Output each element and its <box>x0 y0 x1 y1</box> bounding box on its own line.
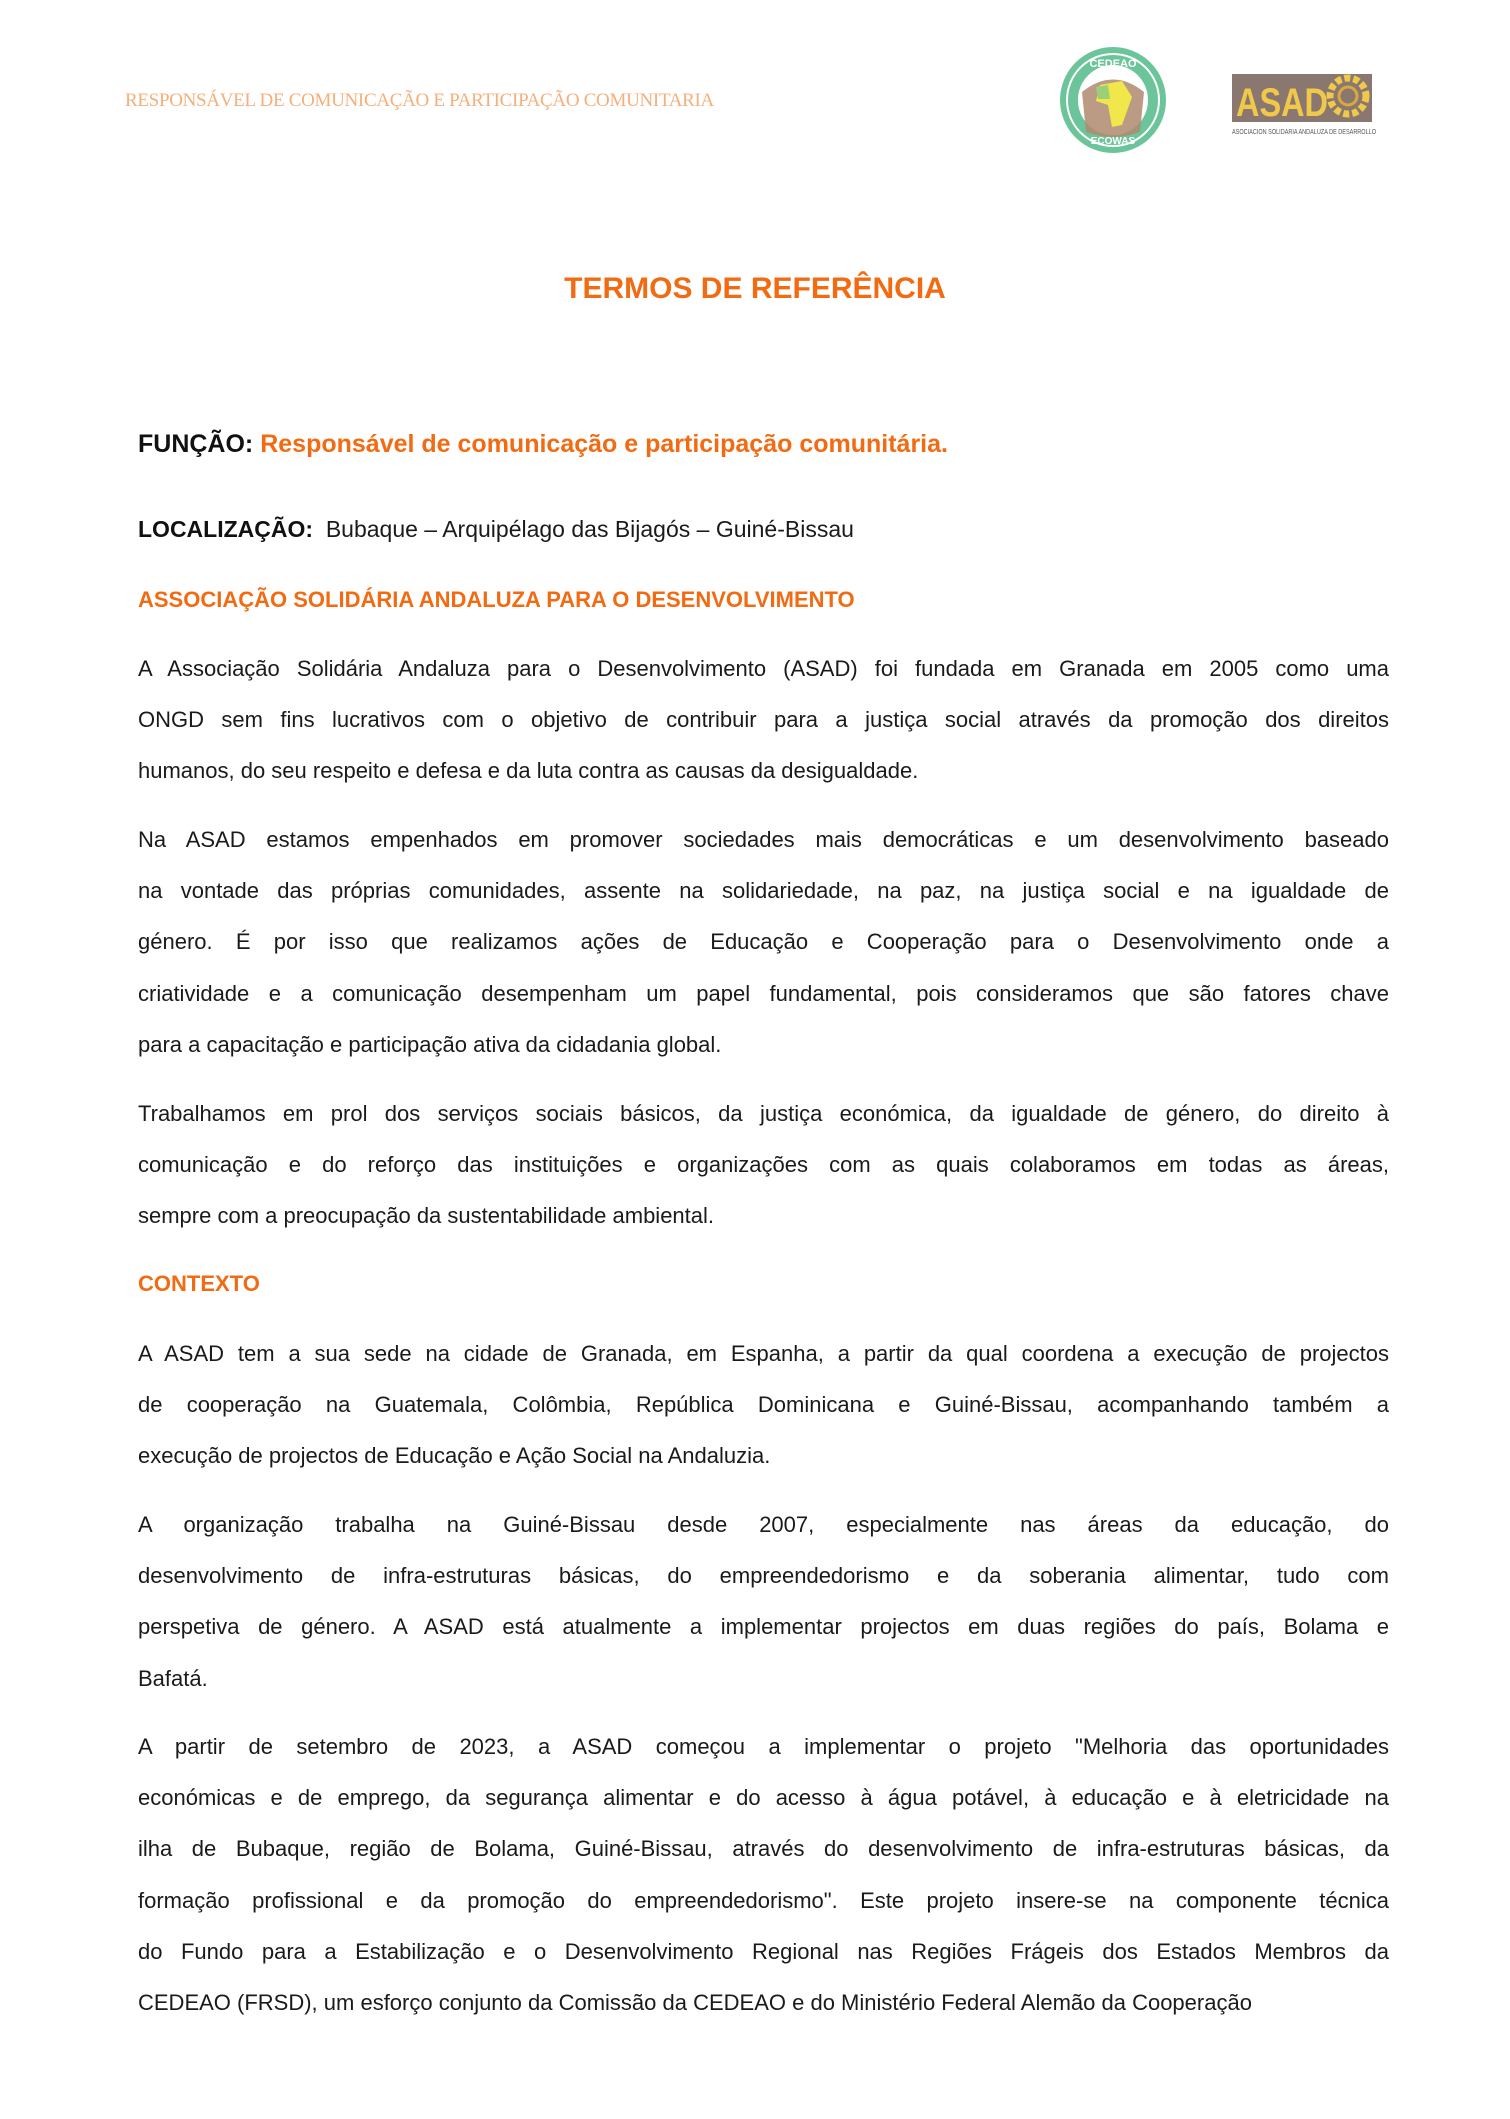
paragraph-line: género. É por isso que realizamos ações de Educação e Cooperação para o Desenvolvimento onde a <box>138 929 1389 955</box>
section-heading: CONTEXTO <box>138 1271 260 1296</box>
paragraph <box>138 643 1389 797</box>
paragraph-line: A ASAD tem a sua sede na cidade de Granada, em Espanha, a partir da qual coordena a execução de projectos <box>138 1341 1389 1366</box>
paragraph-line: execução de projectos de Educação e Ação Social na Andaluzia. <box>138 1443 771 1469</box>
paragraph-line: ONGD sem fins lucrativos com o objetivo de contribuir para a justiça social através da promoção dos direitos <box>138 707 1389 733</box>
funcao-label: FUNÇÃO: <box>138 430 254 458</box>
asad-wordmark: ASAD <box>1236 81 1328 125</box>
paragraph <box>138 1721 1389 2028</box>
running-header: RESPONSÁVEL DE COMUNICAÇÃO E PARTICIPAÇÃO COMUNITARIA <box>125 90 714 111</box>
paragraph-line: na vontade das próprias comunidades, assente na solidariedade, na paz, na justiça social e na igualdade de <box>138 878 1389 904</box>
paragraph-line: comunicação e do reforço das instituições e organizações com as quais colaboramos em todas as áreas, <box>138 1152 1389 1178</box>
paragraph-line: Na ASAD estamos empenhados em promover sociedades mais democráticas e um desenvolvimento baseado <box>138 827 1389 852</box>
localizacao-label: LOCALIZAÇÃO: <box>138 516 314 542</box>
paragraph-line: CEDEAO (FRSD), um esforço conjunto da Comissão da CEDEAO e do Ministério Federal Alemão da Cooperação <box>138 1989 1252 2015</box>
cedeao-ecowas-logo <box>1060 47 1166 153</box>
paragraph-line: económicas e de emprego, da segurança alimentar e do acesso à água potável, à educação e à eletricidade na <box>138 1785 1389 1811</box>
paragraph <box>138 1499 1389 1704</box>
paragraph <box>138 814 1389 1070</box>
paragraph-line: do Fundo para a Estabilização e o Desenvolvimento Regional nas Regiões Frágeis dos Estados Membros da <box>138 1938 1389 1964</box>
paragraph-line: formação profissional e da promoção do empreendedorismo". Este projeto insere-se na componente técnica <box>138 1887 1389 1913</box>
paragraph-line: criatividade e a comunicação desempenham um papel fundamental, pois consideramos que são fatores chave <box>138 980 1389 1006</box>
funcao-line <box>138 430 948 459</box>
section-heading: ASSOCIAÇÃO SOLIDÁRIA ANDALUZA PARA O DESENVOLVIMENTO <box>138 587 855 612</box>
ecowas-text: ECOWAS <box>1090 136 1136 147</box>
paragraph-line: sempre com a preocupação da sustentabilidade ambiental. <box>138 1203 715 1229</box>
document-title: TERMOS DE REFERÊNCIA <box>564 272 946 305</box>
paragraph <box>138 1328 1389 1482</box>
paragraph-line: desenvolvimento de infra-estruturas básicas, do empreendedorismo e da soberania alimentar, tudo com <box>138 1563 1389 1589</box>
cedeao-text: CEDEAO <box>1089 58 1137 70</box>
paragraph-line: ilha de Bubaque, região de Bolama, Guiné-Bissau, através do desenvolvimento de infra-estruturas básicas, da <box>138 1836 1389 1862</box>
funcao-value: Responsável de comunicação e participação comunitária. <box>260 430 948 458</box>
paragraph-line: A Associação Solidária Andaluza para o Desenvolvimento (ASAD) foi fundada em Granada em 2005 como uma <box>138 656 1389 681</box>
paragraph-line: de cooperação na Guatemala, Colômbia, República Dominicana e Guiné-Bissau, acompanhando também a <box>138 1392 1389 1418</box>
paragraph-line: A partir de setembro de 2023, a ASAD começou a implementar o projeto "Melhoria das oportunidades <box>138 1734 1389 1759</box>
paragraph-line: A organização trabalha na Guiné-Bissau desde 2007, especialmente nas áreas da educação, do <box>138 1512 1389 1537</box>
paragraph-line: Bafatá. <box>138 1665 208 1691</box>
paragraph-line: para a capacitação e participação ativa da cidadania global. <box>138 1031 722 1057</box>
paragraph-line: Trabalhamos em prol dos serviços sociais básicos, da justiça económica, da igualdade de género, do direito à <box>138 1101 1389 1126</box>
paragraph-line: humanos, do seu respeito e defesa e da luta contra as causas da desigualdade. <box>138 758 919 784</box>
localizacao-value: Bubaque – Arquipélago das Bijagós – Guiné-Bissau <box>325 516 854 542</box>
paragraph-line: perspetiva de género. A ASAD está atualmente a implementar projectos em duas regiões do país, Bolama e <box>138 1614 1389 1640</box>
asad-subtitle: ASOCIACION SOLIDARIA ANDALUZA DE DESARROLLO <box>1232 129 1377 136</box>
paragraph <box>138 1088 1389 1242</box>
asad-logo <box>1230 62 1380 138</box>
localizacao-line <box>138 516 854 543</box>
